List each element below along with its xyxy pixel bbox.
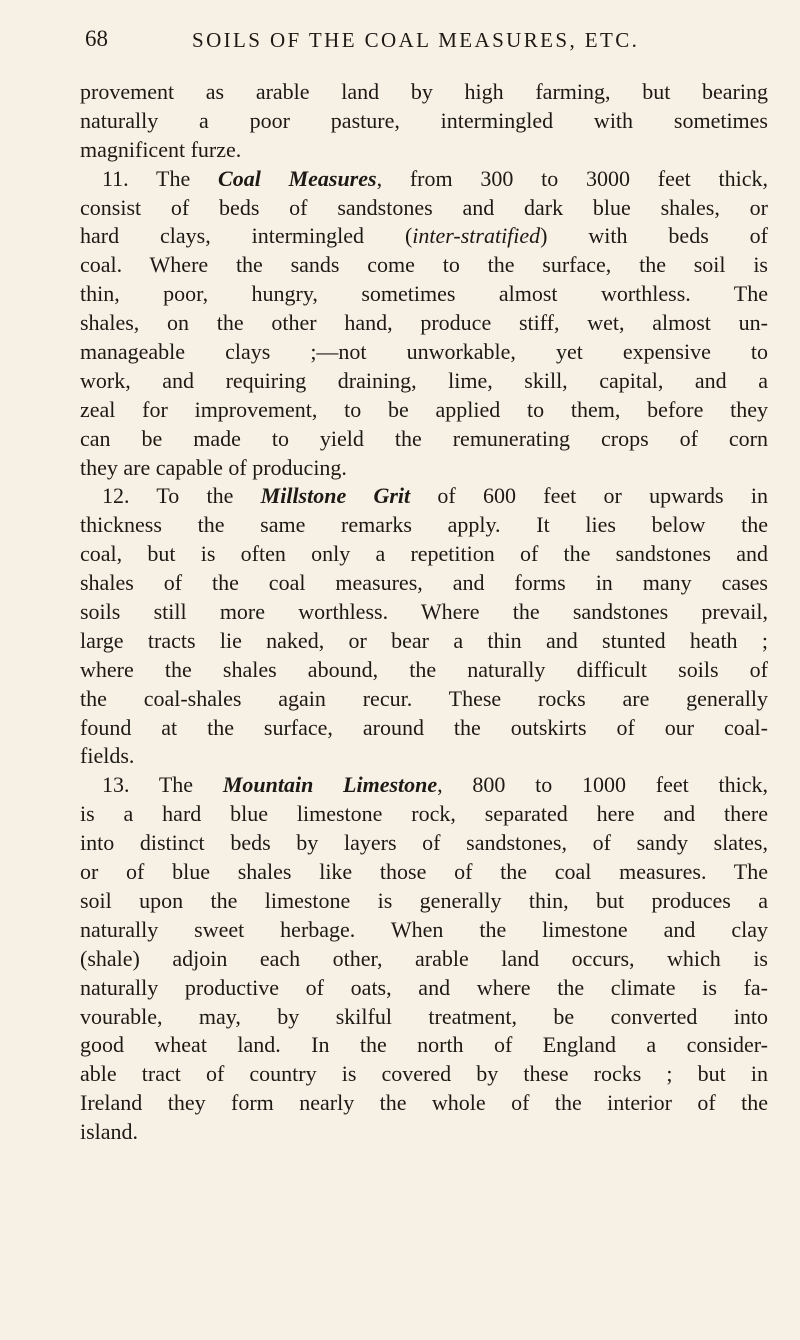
running-title: SOILS OF THE COAL MEASURES, ETC.	[192, 28, 640, 52]
paragraph-11-start: 11. The Coal Measures, from 300 to 3000 feet thick,	[102, 165, 768, 191]
text-line: magnificent furze.	[80, 136, 242, 162]
paragraph-13-start: 13. The Mountain Limestone, 800 to 1000 feet thick,	[102, 772, 769, 798]
text-line: can be made to yield the remunerating crops of corn	[80, 425, 768, 451]
term-millstone-grit: Millstone Grit	[260, 483, 411, 509]
term-coal-measures: Coal Measures	[218, 165, 377, 191]
text-line: manageable clays ;—not unworkable, yet expensive to	[80, 339, 768, 365]
text-line: naturally productive of oats, and where the climate is fa-	[80, 974, 768, 1000]
text-line: good wheat land. In the north of England a consider-	[80, 1032, 768, 1058]
text-line: is a hard blue limestone rock, separated here and there	[80, 801, 768, 827]
body-text	[80, 78, 768, 1147]
text-line: fields.	[80, 743, 135, 769]
text-line: large tracts lie naked, or bear a thin and stunted heath ;	[80, 627, 768, 653]
text-line: soils still more worthless. Where the sandstones prevail,	[80, 599, 768, 625]
text-line: coal, but is often only a repetition of the sandstones and	[80, 541, 768, 567]
text-line: hard clays, intermingled (inter-stratified) with beds of	[80, 223, 768, 249]
text-line: where the shales abound, the naturally difficult soils of	[80, 656, 768, 682]
text-line: thin, poor, hungry, sometimes almost worthless. The	[80, 281, 768, 307]
text-line: soil upon the limestone is generally thin, but produces a	[80, 887, 768, 913]
text-line: naturally a poor pasture, intermingled with sometimes	[80, 107, 768, 133]
text-line: or of blue shales like those of the coal measures. The	[80, 859, 768, 885]
text-line: thickness the same remarks apply. It lies below the	[80, 512, 768, 538]
text-line: provement as arable land by high farming, but bearing	[80, 79, 768, 104]
text-line: consist of beds of sandstones and dark blue shales, or	[80, 194, 768, 220]
text-line: vourable, may, by skilful treatment, be converted into	[80, 1003, 768, 1029]
page-header	[85, 26, 765, 60]
text-line: they are capable of producing.	[80, 454, 347, 480]
term-mountain-limestone: Mountain Limestone	[222, 772, 438, 798]
text-line: found at the surface, around the outskirts of our coal-	[80, 714, 768, 740]
text-line: into distinct beds by layers of sandstones, of sandy slates,	[80, 830, 768, 856]
text-line: shales of the coal measures, and forms in many cases	[80, 570, 768, 596]
text-line: island.	[80, 1119, 139, 1145]
text-line: zeal for improvement, to be applied to them, before they	[80, 396, 768, 422]
text-line: coal. Where the sands come to the surface, the soil is	[80, 252, 768, 278]
text-line: Ireland they form nearly the whole of the interior of the	[80, 1090, 768, 1116]
term-inter-stratified: inter-stratified	[412, 223, 541, 249]
text-line: shales, on the other hand, produce stiff, wet, almost un-	[80, 310, 768, 336]
paragraph-12-start: 12. To the Millstone Grit of 600 feet or upwards in	[102, 483, 768, 509]
text-line: naturally sweet herbage. When the limestone and clay	[80, 916, 768, 942]
page-number: 68	[85, 26, 108, 51]
text-line: the coal-shales again recur. These rocks are generally	[80, 685, 768, 711]
text-line: (shale) adjoin each other, arable land occurs, which is	[80, 945, 768, 971]
text-line: able tract of country is covered by these rocks ; but in	[80, 1061, 768, 1087]
text-line: work, and requiring draining, lime, skill, capital, and a	[80, 367, 768, 393]
